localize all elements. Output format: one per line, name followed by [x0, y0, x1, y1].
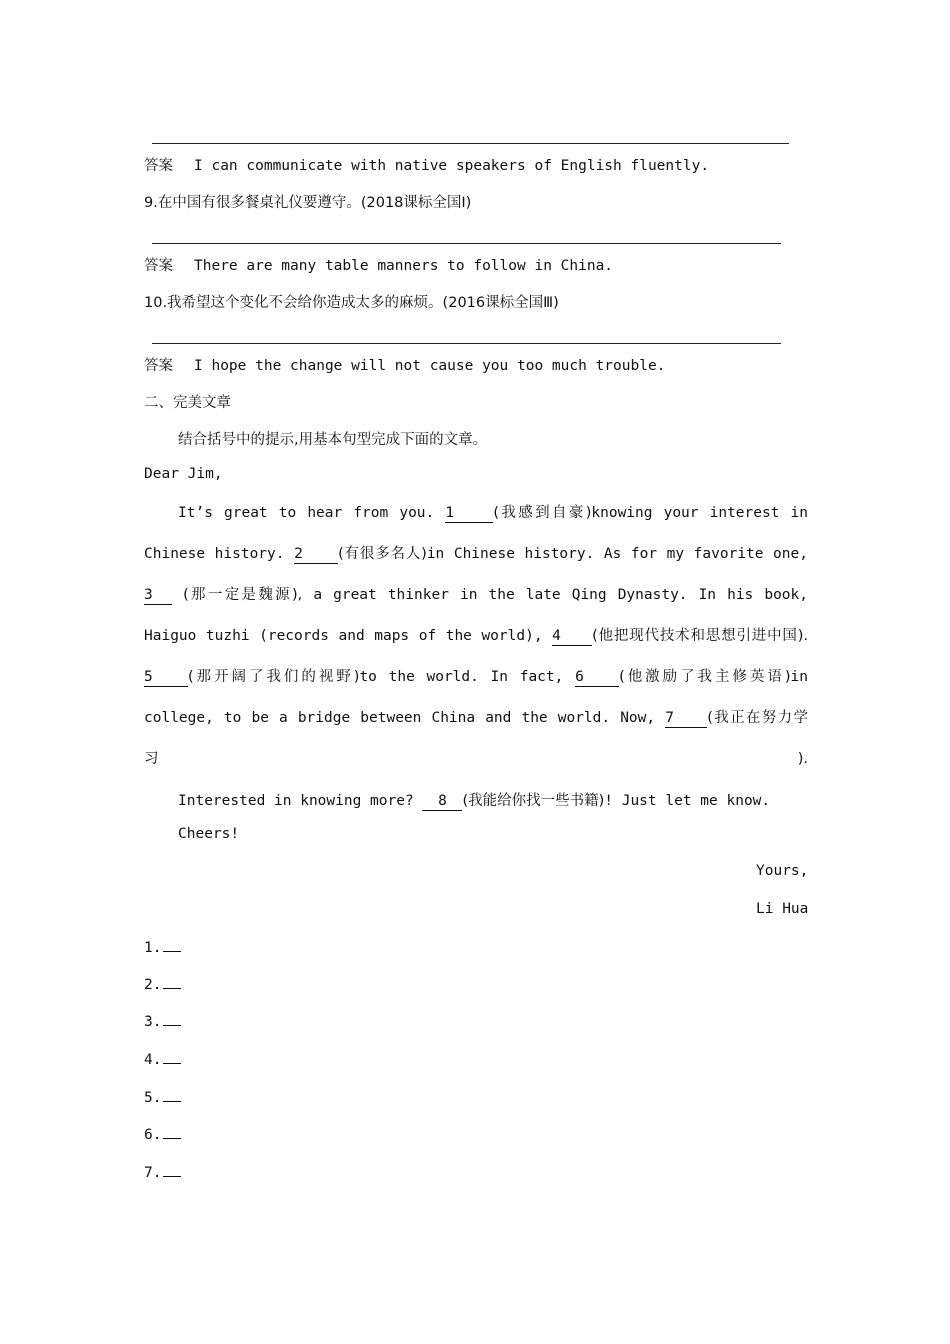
answer-line-underline: [163, 1126, 181, 1139]
answer-text: I hope the change will not cause you too much trouble.: [194, 358, 666, 374]
answer-line-number: 4.: [144, 1052, 162, 1068]
answer-line-number: 1.: [144, 940, 162, 956]
answer-line-1[interactable]: [144, 939, 181, 956]
hint-5: (那开阔了我们的视野): [188, 669, 360, 685]
answer-line-underline: [163, 1164, 181, 1177]
blank-3[interactable]: 3: [144, 587, 172, 605]
letter-paragraph-2: [178, 789, 770, 811]
hint-6: (他激励了我主修英语): [619, 669, 791, 685]
answer-line-underline: [163, 1051, 181, 1064]
answer-text: There are many table manners to follow in China.: [194, 258, 614, 274]
answer-line-3[interactable]: [144, 1013, 181, 1030]
letter-greeting: Dear Jim,: [144, 466, 223, 482]
paragraph-text: ! Just let me know.: [604, 793, 771, 809]
answer-line-7[interactable]: [144, 1164, 181, 1181]
hint-4: (他把现代技术和思想引进中国).: [592, 628, 808, 644]
answer-label: 答案: [144, 158, 173, 174]
answer-line-5[interactable]: [144, 1089, 181, 1106]
blank-2[interactable]: 2: [294, 546, 338, 564]
section-title: 二、完美文章: [144, 395, 231, 411]
answer-line-number: 7.: [144, 1165, 162, 1181]
paragraph-text: It’s great to hear from you.: [178, 505, 435, 521]
answer-line-4[interactable]: [144, 1051, 181, 1068]
answer-line-underline: [163, 1013, 181, 1026]
blank-5[interactable]: 5: [144, 669, 188, 687]
answer-q9: [144, 254, 613, 275]
hint-1: (我感到自豪): [493, 505, 592, 521]
answer-q8: [144, 154, 709, 175]
answer-line-number: 5.: [144, 1090, 162, 1106]
question-9-prompt: 9.在中国有很多餐桌礼仪要遵守。(2018课标全国Ⅰ): [144, 195, 472, 211]
letter-signature: Li Hua: [756, 901, 809, 917]
question-10-prompt: 10.我希望这个变化不会给你造成太多的麻烦。(2016课标全国Ⅲ): [144, 295, 559, 311]
answer-line-2[interactable]: [144, 976, 181, 993]
paragraph-text: in college, to be a bridge between China and the world. Now,: [144, 669, 808, 726]
answer-line-underline: [163, 976, 181, 989]
paragraph-text: Interested in knowing more?: [178, 793, 414, 809]
blank-6[interactable]: 6: [575, 669, 619, 687]
paragraph-text: a great thinker in the late Qing Dynasty. In his book, Haiguo tuzhi (records and maps of the world),: [144, 587, 808, 644]
letter-paragraph-1: [144, 493, 808, 780]
answer-q10: [144, 354, 665, 375]
answer-text: I can communicate with native speakers of English fluently.: [194, 158, 710, 174]
answer-line-number: 3.: [144, 1014, 162, 1030]
hint-3: (那一定是魏源),: [183, 587, 303, 603]
answer-line-q10: [152, 343, 781, 344]
answer-line-underline: [163, 1089, 181, 1102]
paragraph-text: knowing your interest in Chinese history.: [144, 505, 809, 562]
blank-4[interactable]: 4: [552, 628, 592, 646]
answer-line-underline: [163, 939, 181, 952]
answer-line-q9: [152, 243, 781, 244]
letter-closing: Cheers!: [178, 826, 240, 842]
answer-line-q8: [152, 143, 789, 144]
hint-7: (我正在努力学习).: [144, 710, 808, 767]
section-instruction: 结合括号中的提示,用基本句型完成下面的文章。: [178, 432, 488, 448]
paragraph-text: to the world. In fact,: [359, 669, 564, 685]
answer-label: 答案: [144, 358, 173, 374]
hint-8: (我能给你找一些书籍): [462, 793, 605, 809]
blank-7[interactable]: 7: [665, 710, 707, 728]
blank-1[interactable]: 1: [445, 505, 493, 523]
answer-line-number: 2.: [144, 977, 162, 993]
paragraph-text: in Chinese history. As for my favorite one,: [426, 546, 808, 562]
hint-2: (有很多名人): [338, 546, 427, 562]
answer-label: 答案: [144, 258, 173, 274]
blank-8[interactable]: 8: [422, 793, 462, 811]
answer-line-number: 6.: [144, 1127, 162, 1143]
answer-line-6[interactable]: [144, 1126, 181, 1143]
letter-signoff: Yours,: [756, 863, 809, 879]
